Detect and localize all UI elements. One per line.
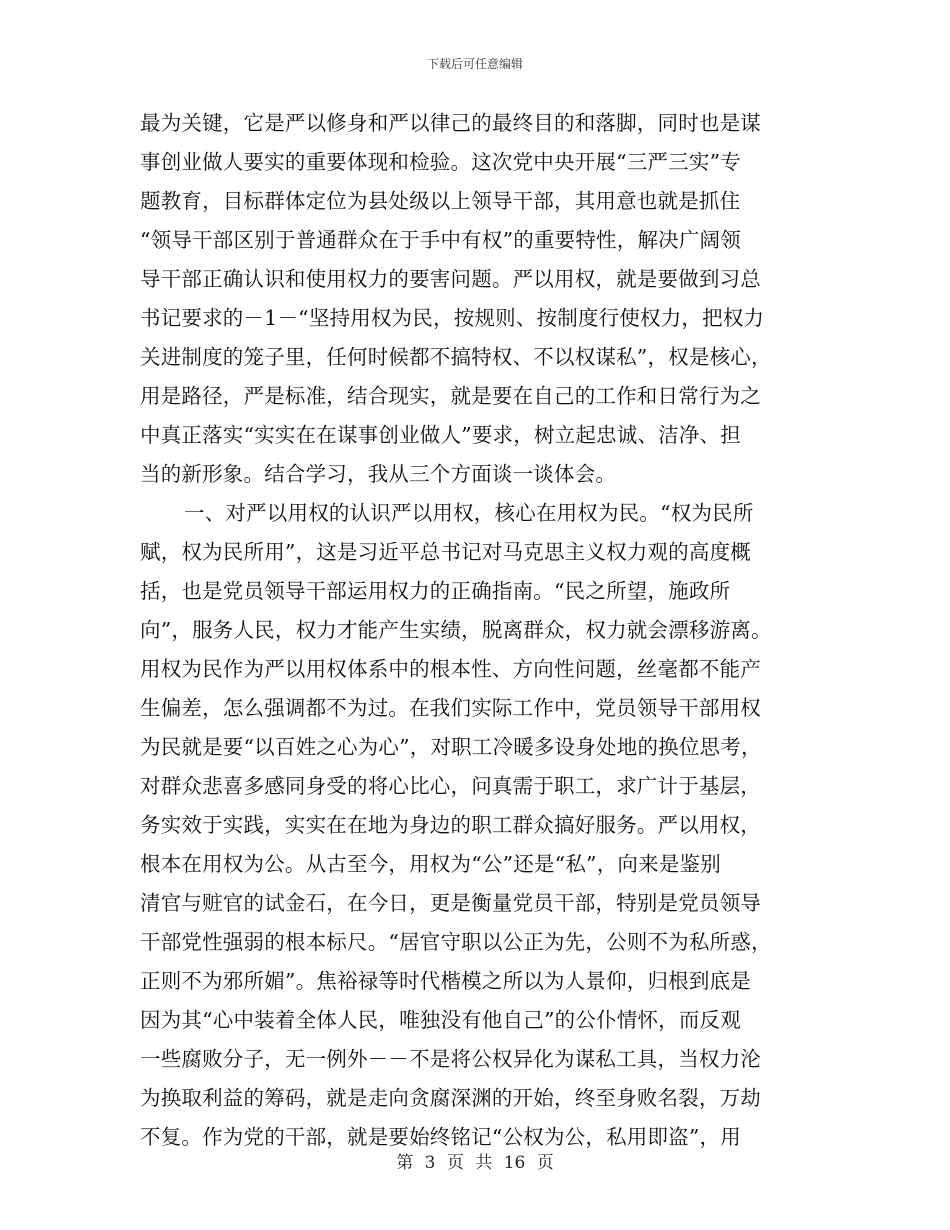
download-note: 下载后可任意编辑 — [426, 57, 523, 71]
text-line: 书记要求的－1－“坚持用权为民，按规则、按制度行使权力，把权力 — [140, 306, 765, 330]
text-line: 因为其“心中装着全体人民，唯独没有他自己”的公仆情怀，而反观 — [140, 1008, 741, 1032]
text-line: 务实效于实践，实实在在地为身边的职工群众搞好服务。严以用权， — [140, 813, 761, 837]
text-line: 正则不为邪所媚”。焦裕禄等时代楷模之所以为人景仰，归根到底是 — [140, 969, 751, 993]
text-line: 一些腐败分子，无一例外－－不是将公权异化为谋私工具，当权力沦 — [140, 1047, 761, 1071]
text-line: “领导干部区别于普通群众在于手中有权”的重要特性，解决广阔领 — [140, 228, 741, 252]
text-line: 不复。作为党的干部，就是要始终铭记“公权为公，私用即盗”，用 — [140, 1125, 741, 1149]
text-line: 根本在用权为公。从古至今，用权为“公”还是“私”，向来是鉴别 — [140, 852, 721, 876]
text-line: 为换取利益的筹码，就是走向贪腐深渊的开始，终至身败名裂，万劫 — [140, 1086, 761, 1110]
text-line: 用权为民作为严以用权体系中的根本性、方向性问题，丝毫都不能产 — [140, 657, 761, 681]
text-line: 向”，服务人民，权力才能产生实绩，脱离群众，权力就会漂移游离。 — [140, 618, 772, 642]
text-line: 生偏差，怎么强调都不为过。在我们实际工作中，党员领导干部用权 — [140, 696, 761, 720]
text-line: 关进制度的笼子里，任何时候都不搞特权、不以权谋私”，权是核心， — [140, 345, 772, 369]
text-line: 最为关键，它是严以修身和严以律己的最终目的和落脚，同时也是谋 — [140, 111, 761, 135]
text-line: 清官与赃官的试金石，在今日，更是衡量党员干部，特别是党员领导 — [140, 891, 761, 915]
text-line: 导干部正确认识和使用权力的要害问题。严以用权，就是要做到习总 — [140, 267, 761, 291]
document-body — [140, 104, 812, 1157]
page-number: 第 3 页 共 16 页 — [396, 1153, 554, 1173]
text-line: 干部党性强弱的根本标尺。“居官守职以公正为先，公则不为私所惑， — [140, 930, 772, 954]
text-line: 对群众悲喜多感同身受的将心比心，问真需于职工，求广计于基层， — [140, 774, 761, 798]
text-line: 当的新形象。结合学习，我从三个方面谈一谈体会。 — [140, 462, 617, 486]
text-line: 事创业做人要实的重要体现和检验。这次党中央开展“三严三实”专 — [140, 150, 741, 174]
text-line: 为民就是要“以百姓之心为心”，对职工冷暖多设身处地的换位思考， — [140, 735, 762, 759]
text-line: 中真正落实“实实在在谋事创业做人”要求，树立起忠诚、洁净、担 — [140, 423, 741, 447]
text-line: 用是路径，严是标准，结合现实，就是要在自己的工作和日常行为之 — [140, 384, 761, 408]
text-line: 一、对严以用权的认识严以用权，核心在用权为民。“权为民所 — [184, 501, 754, 525]
text-line: 题教育，目标群体定位为县处级以上领导干部，其用意也就是抓住 — [140, 189, 741, 213]
paragraph-2 — [140, 494, 812, 1157]
text-line: 赋，权为民所用”，这是习近平总书记对马克思主义权力观的高度概 — [140, 540, 751, 564]
text-line: 括，也是党员领导干部运用权力的正确指南。“民之所望，施政所 — [140, 579, 731, 603]
paragraph-1 — [140, 104, 812, 494]
